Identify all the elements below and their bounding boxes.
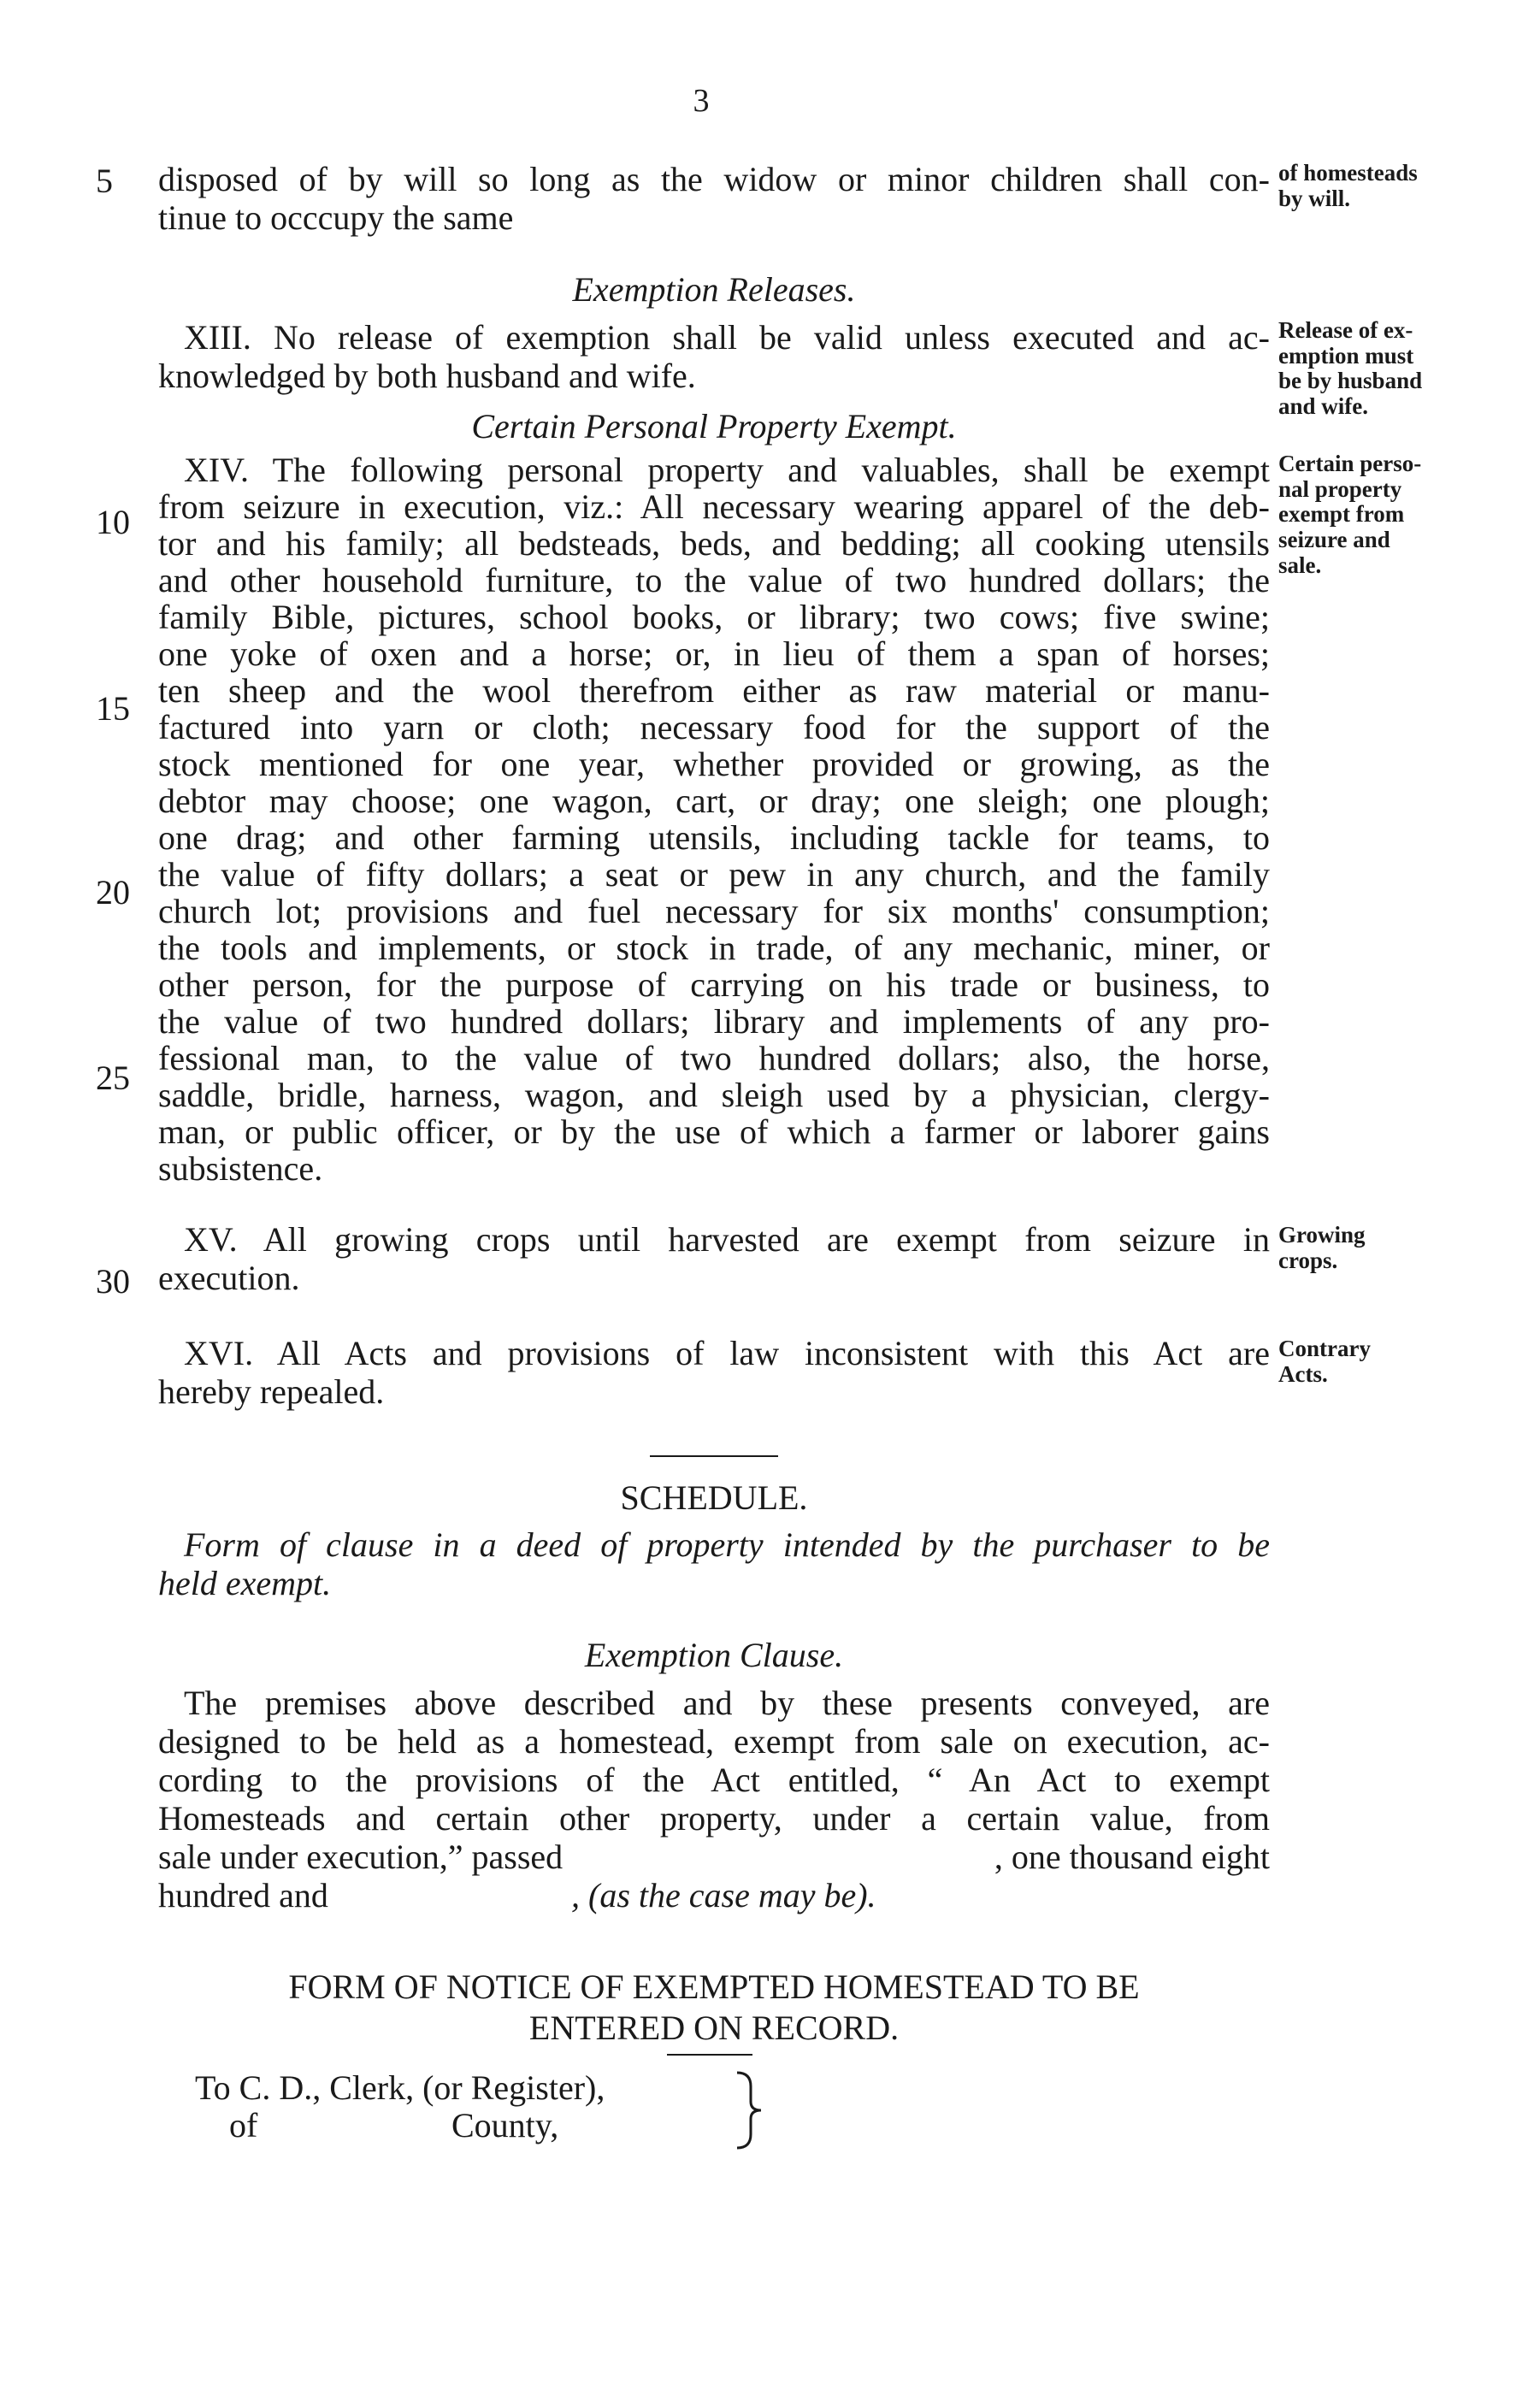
section-xiv-line: subsistence. [158, 1149, 323, 1188]
margin-note-contrary-acts [1278, 1336, 1484, 1387]
section-xii-line-1: disposed of by will so long as the widow or minor children shall con- [158, 160, 1270, 198]
margin-note-homesteads-by-will [1278, 161, 1484, 211]
section-xvi-line-1: XVI. All Acts and provisions of law inconsistent with this Act are [184, 1334, 1270, 1372]
section-xiv-line: family Bible, pictures, school books, or library; two cows; five swine; [158, 598, 1270, 636]
margin-note-personal-property [1278, 451, 1484, 578]
section-xiii-line-1: XIII. No release of exemption shall be valid unless executed and ac- [184, 318, 1270, 357]
schedule-intro-line-1: Form of clause in a deed of property intended by the purchaser to be [184, 1525, 1270, 1564]
margin-note-line: seizure and [1278, 527, 1390, 553]
exemption-clause-heading: Exemption Clause. [584, 1636, 844, 1674]
section-xiv-line: and other household furniture, to the value of two hundred dollars; the [158, 561, 1270, 599]
section-xv-line-2: execution. [158, 1259, 300, 1297]
section-xiv-line: stock mentioned for one year, whether provided or growing, as the [158, 745, 1270, 783]
margin-note-line: and wife. [1278, 393, 1369, 420]
clause-line-2: designed to be held as a homestead, exempt from sale on execution, ac- [158, 1722, 1270, 1761]
notice-title-line-1: FORM OF NOTICE OF EXEMPTED HOMESTEAD TO BE [288, 1967, 1140, 2006]
section-xiv-line: XIV. The following personal property and valuables, shall be exempt [184, 451, 1270, 489]
schedule-title: SCHEDULE. [620, 1478, 808, 1517]
section-xiv-line: from seizure in execution, viz.: All necessary wearing apparel of the deb- [158, 487, 1270, 526]
brace-icon [732, 2069, 766, 2151]
section-xiv-line: the value of two hundred dollars; library and implements of any pro- [158, 1002, 1270, 1041]
schedule-intro-line-2: held exempt. [158, 1564, 332, 1602]
margin-note-line: by will. [1278, 185, 1351, 211]
section-xiv-line: church lot; provisions and fuel necessary for six months' consumption; [158, 892, 1270, 930]
line-number-30: 30 [96, 1262, 130, 1301]
margin-note-release [1278, 318, 1484, 420]
margin-note-line: Contrary [1278, 1336, 1371, 1361]
margin-note-growing-crops [1278, 1223, 1484, 1273]
margin-note-line: Certain perso- [1278, 451, 1422, 476]
clause-line-3: cording to the provisions of the Act entitled, “ An Act to exempt [158, 1761, 1270, 1799]
notice-title-line-2: ENTERED ON RECORD. [528, 2009, 900, 2047]
notice-address-county: County, [451, 2106, 559, 2144]
section-xiv-line: man, or public officer, or by the use of which a farmer or laborer gains [158, 1112, 1270, 1151]
page-number: 3 [693, 83, 710, 119]
margin-note-line: sale. [1278, 552, 1322, 578]
margin-note-line: exempt from [1278, 501, 1405, 528]
section-xiv-line: tor and his family; all bedsteads, beds, and bedding; all cooking utensils [158, 524, 1270, 563]
clause-line-6-end: , (as the case may be). [571, 1876, 876, 1914]
section-xiv-line: other person, for the purpose of carrying on his trade or business, to [158, 965, 1270, 1004]
section-xiv-line: one yoke of oxen and a horse; or, in lieu of them a span of horses; [158, 634, 1270, 673]
line-number-10: 10 [96, 503, 130, 541]
margin-note-line: Release of ex- [1278, 317, 1413, 343]
section-xii-line-2: tinue to occcupy the same [158, 198, 514, 237]
clause-line-5-start: sale under execution,” passed [158, 1838, 563, 1876]
margin-note-line: be by husband [1278, 368, 1423, 394]
divider-rule [650, 1455, 778, 1457]
section-xv-line-1: XV. All growing crops until harvested are exempt from seizure in [184, 1220, 1270, 1259]
section-xiv-line: one drag; and other farming utensils, including tackle for teams, to [158, 818, 1270, 857]
notice-address-of: of [229, 2106, 258, 2144]
section-xiv-line: ten sheep and the wool therefrom either as raw material or manu- [158, 671, 1270, 710]
section-xiv-line: the tools and implements, or stock in trade, of any mechanic, miner, or [158, 929, 1270, 967]
margin-note-line: emption must [1278, 342, 1414, 369]
line-number-5: 5 [96, 162, 113, 200]
divider-rule [667, 2054, 752, 2056]
heading-exemption-releases: Exemption Releases. [572, 270, 856, 309]
margin-note-line: nal property [1278, 475, 1402, 502]
section-xiv-line: the value of fifty dollars; a seat or pew in any church, and the family [158, 855, 1270, 894]
heading-certain-personal-property: Certain Personal Property Exempt. [471, 407, 957, 445]
margin-note-line: Growing [1278, 1222, 1366, 1248]
section-xiii-line-2: knowledged by both husband and wife. [158, 357, 696, 395]
margin-note-line: crops. [1278, 1247, 1338, 1273]
line-number-20: 20 [96, 873, 130, 911]
clause-line-6-start: hundred and [158, 1876, 328, 1914]
clause-line-5-end: , one thousand eight [994, 1838, 1270, 1876]
line-number-25: 25 [96, 1059, 130, 1097]
clause-line-4: Homesteads and certain other property, under a certain value, from [158, 1799, 1270, 1838]
notice-address-line-1: To C. D., Clerk, (or Register), [195, 2068, 605, 2107]
section-xiv-line: factured into yarn or cloth; necessary food for the support of the [158, 708, 1270, 746]
line-number-15: 15 [96, 689, 130, 728]
margin-note-line: of homesteads [1278, 160, 1418, 186]
section-xvi-line-2: hereby repealed. [158, 1372, 385, 1411]
section-xiv-line: fessional man, to the value of two hundred dollars; also, the horse, [158, 1039, 1270, 1077]
margin-note-line: Acts. [1278, 1360, 1328, 1387]
clause-line-1: The premises above described and by these presents conveyed, are [184, 1684, 1270, 1722]
section-xiv-line: debtor may choose; one wagon, cart, or dray; one sleigh; one plough; [158, 782, 1270, 820]
section-xiv-line: saddle, bridle, harness, wagon, and sleigh used by a physician, clergy- [158, 1076, 1270, 1114]
